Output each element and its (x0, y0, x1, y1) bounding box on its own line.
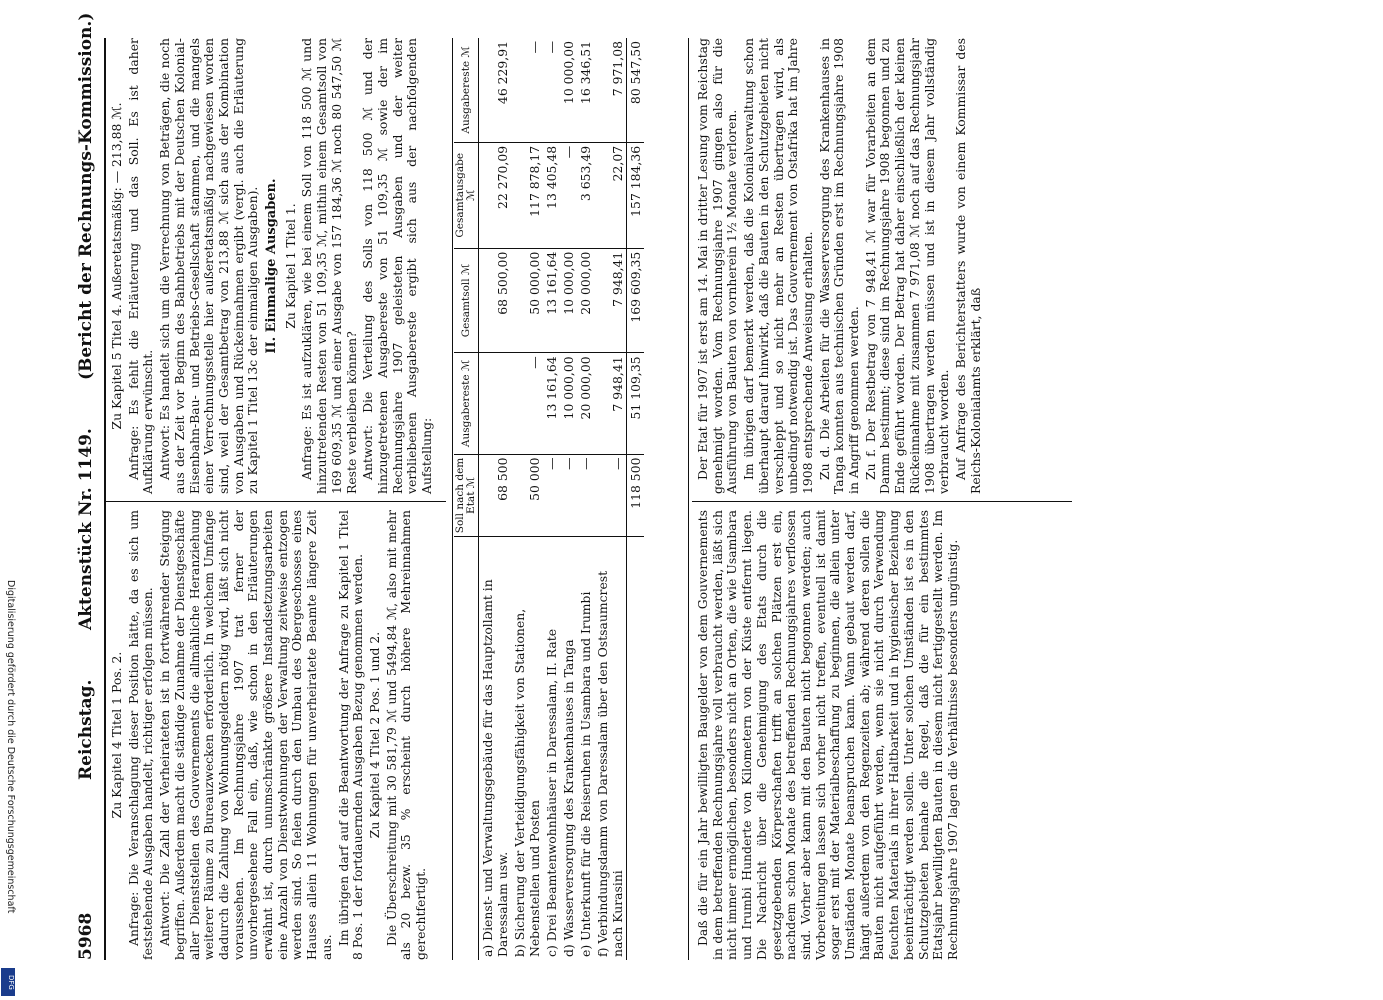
cell: 22 270,09 (479, 142, 512, 248)
bottom-right-column (696, 38, 985, 494)
col-header-soll: Soll nach dem Etat ℳ (454, 454, 479, 537)
right-anfrage-2: Anfrage: Es ist aufzuklären, wie bei einem Soll von 118 500 ℳ und hinzutretenden Resten von 51 109,35 ℳ, mithin einem Gesamtsoll von 169 609,35 ℳ und einer Ausgabe von 157 184,36 ℳ noch 80 547,50 ℳ Reste verbleiben können? (299, 38, 359, 494)
cell: 117 878,17 (511, 142, 543, 248)
left-heading-2: Zu Kapitel 4 Titel 2 Pos. 1 und 2. (366, 631, 382, 839)
cell: 68 500,00 (479, 248, 512, 353)
table-row (543, 38, 560, 960)
cell: — (560, 142, 577, 248)
left-column (110, 510, 431, 960)
row-label: e) Unterkunft für die Reiseruhen in Usambara und Irumbi (578, 591, 593, 957)
cell: 10 000,00 (560, 353, 577, 454)
bottom-left-text: Daß die für ein Jahr bewilligten Baugelder von dem Gouvernements in dem betreffenden Rechnungsjahre voll verbraucht werden, läßt sich nicht immer ermöglichen, besonders nicht an Orten, die wie Usambara und Irumbi Hunderte von Kilometern von der Küste entfernt liegen. Die Nachricht über die Genehmigung des Etats durch die gesetzgebenden Körperschaften trifft an solchen Plätzen erst ein, nachdem schon Monate des betreffenden Rechnungsjahres verflossen sind. Vorher aber kann mit den Bauten nicht begonnen werden; auch Vorbereitungen lassen sich vorher nicht treffen, eventuell ist damit sogar erst mit der Materialbeschaffung zu beginnen, die allein unter Umständen Monate beanspruchen kann. Wann gebaut werden darf, hängt außerdem von den Regenzeiten ab; während deren sollen die Bauten nicht aufgeführt werden, wenn sie nicht durch Verwendung feuchten Materials in ihrer Haltbarkeit und in hygienischer Beziehung beeinträchtigt werden sollen. Unter solchen Umständen ist es in den Schutzgebieten beinahe die Regel, daß die für ein bestimmtes Etatsjahr bewilligten Bauten in diesem nicht fertiggestellt werden. Im Rechnungsjahre 1907 lagen die Verhältnisse besonders ungünstig. (695, 510, 960, 960)
cell: — (577, 454, 594, 537)
cell: 20 000,00 (577, 353, 594, 454)
bottom-right-p1: Der Etat für 1907 ist erst am 14. Mai in dritter Lesung vom Reichstag genehmigt worden. Vom Rechnungsjahre 1907 gingen also für die Ausführung von Bauten von vornherein 1½ Monate verloren. (695, 38, 740, 494)
credit-text: Digitalisierung gefördert durch die Deutsche Forschungsgemeinschaft (5, 580, 16, 914)
bottom-right-p2: Im übrigen darf bemerkt werden, daß die Kolonialverwaltung schon überhaupt darauf hinwirkt, daß die Bauten in den Schutzgebieten nicht verschleppt und so nicht mehr an Resten übertragen wird, als unbedingt notwendig ist. Das Gouvernement von Ostafrika hat im Jahre 1908 entsprechende Anweisung erhalten. (741, 38, 815, 494)
left-overrun: Die Überschreitung mit 30 581,79 ℳ und 5494,84 ℳ, also mit mehr als 20 bezw. 35 % erscheint durch höhere Mehreinnahmen gerechtfertigt. (383, 510, 429, 960)
section-heading: II. Einmalige Ausgaben. (264, 178, 280, 354)
cell: 7 948,41 (594, 248, 627, 353)
header-report: (Bericht der Rechnungs-Kommission.) (76, 12, 96, 380)
table-row (479, 38, 512, 960)
cell: 46 229,91 (479, 38, 512, 142)
left-antwort: Antwort: Die Zahl der Verheirateten ist in fortwährender Steigung begriffen. Außerdem macht die ständige Zunahme der Dienstgeschäfte aller Dienststellen des Gouvernements die allmähliche Heranziehung weiterer Räume zu Bureauzwecken erforderlich. In welchem Umfange dadurch die Zahlung von Wohnungsgeldern nötig wird, läßt sich nicht voraussehen. Im Rechnungsjahre 1907 trat ferner der unvorhergesehene Fall ein, daß, wie schon in den Erläuterungen erwähnt ist, durch unumschränkte größere Instandsetzungsarbeiten eine Anzahl von Dienstwohnungen der Verwaltung zeitweise entzogen werden sind. So fielen durch den Umbau des Obergeschosses eines Hauses allein 11 Wohnungen für unverheiratete Beamte längere Zeit aus. (157, 510, 334, 960)
table-top-rule (452, 38, 453, 960)
cell: 22,07 (594, 142, 627, 248)
bottom-right-p4: Zu f. Der Restbetrag von 7 948,41 ℳ war für Vorarbeiten an dem Damm bestimmt; diese sind im Rechnungsjahre 1908 begonnen und zu Ende geführt worden. Der Betrag hat daher einschließlich der kleinen Rückeinnahme mit zusammen 7 971,08 ℳ noch auf das Rechnungsjahr 1908 übertragen werden müssen und ist in diesem Jahr vollständig verbraucht worden. (862, 38, 952, 494)
column-divider-top (106, 501, 446, 502)
cell: 10 000,00 (560, 38, 577, 142)
right-heading-2: Zu Kapitel 1 Titel 1. (282, 203, 298, 329)
table-row (577, 38, 594, 960)
cell: — (543, 38, 560, 142)
row-label: c) Drei Beamtenwohnhäuser in Daressalam, II. Rate (544, 628, 559, 957)
row-label: b) Sicherung der Verteidigungsfähigkeit von Stationen, Nebenstellen und Posten (512, 608, 542, 957)
table-row (511, 38, 543, 960)
total-cell: 157 184,36 (627, 142, 645, 248)
right-antwort-2: Antwort: Die Verteilung des Solls von 118 500 ℳ und der hinzugetretenen Ausgabereste von 51 109,35 ℳ sowie der im Rechnungsjahre 1907 geleisteten Ausgaben und der weiter verbliebenen Ausgabereste ergibt sich aus der nachfolgenden Aufstellung: (360, 38, 435, 494)
table-row (594, 38, 627, 960)
cell: — (511, 353, 543, 454)
page-number: 5968 (76, 912, 96, 960)
cell: 3 653,49 (577, 142, 594, 248)
left-reference: Im übrigen darf auf die Beantwortung der Anfrage zu Kapitel 1 Titel 8 Pos. 1 der fortdauernden Ausgaben Bezug genommen werden. (335, 510, 366, 960)
digitization-credit (2, 580, 16, 980)
bottom-left-column (696, 510, 963, 960)
cell: 7 971,08 (594, 38, 627, 142)
dfg-logo: DFG (1, 968, 15, 996)
right-anfrage: Anfrage: Es fehlt die Erläuterung und das Soll. Es ist daher Aufklärung erwünscht. (125, 38, 156, 494)
row-label: d) Wasserversorgung des Krankenhauses in Tanga (561, 639, 576, 957)
table-bottom-rule (688, 38, 689, 960)
expense-table (454, 38, 644, 960)
cell: 10 000,00 (560, 248, 577, 353)
bottom-right-p3: Zu d. Die Arbeiten für die Wasserversorgung des Krankenhauses in Tanga konnten aus technischen Gründen erst im Rechnungsjahre 1908 in Angriff genommen werden. (816, 38, 862, 494)
header-body: Reichstag. (76, 679, 96, 780)
cell: 50 000,00 (511, 248, 543, 353)
cell: 13 161,64 (543, 248, 560, 353)
right-heading-1: Zu Kapitel 5 Titel 4. Außeretatsmäßig: — 213,88 ℳ. (109, 102, 124, 430)
page-header (70, 12, 106, 960)
left-heading-1: Zu Kapitel 4 Titel 1 Pos. 2. (109, 651, 124, 819)
cell (479, 353, 512, 454)
cell: 68 500 (479, 454, 512, 537)
row-label: a) Dienst- und Verwaltungsgebäude für das Hauptzollamt in Daressalam usw. (480, 579, 510, 957)
right-column (110, 38, 437, 494)
col-header-gesamtausgabe: Gesamtausgabe ℳ (454, 142, 479, 248)
total-cell: 80 547,50 (627, 38, 645, 142)
col-header-reste: Ausgabereste ℳ (454, 353, 479, 454)
page-content (20, 12, 1320, 960)
cell: 13 405,48 (543, 142, 560, 248)
cell: — (511, 38, 543, 142)
cell: 50 000 (511, 454, 543, 537)
bottom-right-p5: Auf Anfrage des Berichterstatters wurde von einem Kommissar des Reichs-Kolonialamts erklärt, daß (952, 38, 983, 494)
cell: 13 161,64 (543, 353, 560, 454)
col-header-reste-2: Ausgabereste ℳ (454, 38, 479, 142)
cell: — (543, 454, 560, 537)
right-antwort: Antwort: Es handelt sich um die Verrechnung von Beträgen, die noch aus der Zeit vor Beginn des Bahnbetriebs mit der Deutschen Kolonial-Eisenbahn-Bau- und Betriebs-Gesellschaft stammen, und die mangels einer Verrechnungsstelle hier außeretatsmäßig nachgewiesen worden sind, weil der Gesamtbetrag von 213,88 ℳ sich aus der Kombination von Ausgaben und Rückeinnahmen ergibt (vergl. auch die Erläuterung zu Kapitel 1 Titel 13c der einmaligen Ausgaben). (157, 38, 261, 494)
cell: — (560, 454, 577, 537)
total-cell: 118 500 (627, 454, 645, 537)
column-divider-bottom (692, 501, 1072, 502)
left-anfrage: Anfrage: Die Veranschlagung dieser Position hätte, da es sich um feststehende Ausgaben handelt, richtiger erfolgen müssen. (125, 510, 156, 960)
table-row (560, 38, 577, 960)
table-header-row (454, 38, 479, 960)
total-cell: 51 109,35 (627, 353, 645, 454)
col-header-gesamtsoll: Gesamtsoll ℳ (454, 248, 479, 353)
header-document: Aktenstück Nr. 1149. (76, 428, 96, 630)
cell: — (594, 454, 627, 537)
cell: 20 000,00 (577, 248, 594, 353)
table-total-row (627, 38, 645, 960)
cell: 16 346,51 (577, 38, 594, 142)
cell: 7 948,41 (594, 353, 627, 454)
total-cell: 169 609,35 (627, 248, 645, 353)
row-label: f) Verbindungsdamm von Daressalam über den Ostsaumcrest nach Kurasini (595, 570, 625, 957)
